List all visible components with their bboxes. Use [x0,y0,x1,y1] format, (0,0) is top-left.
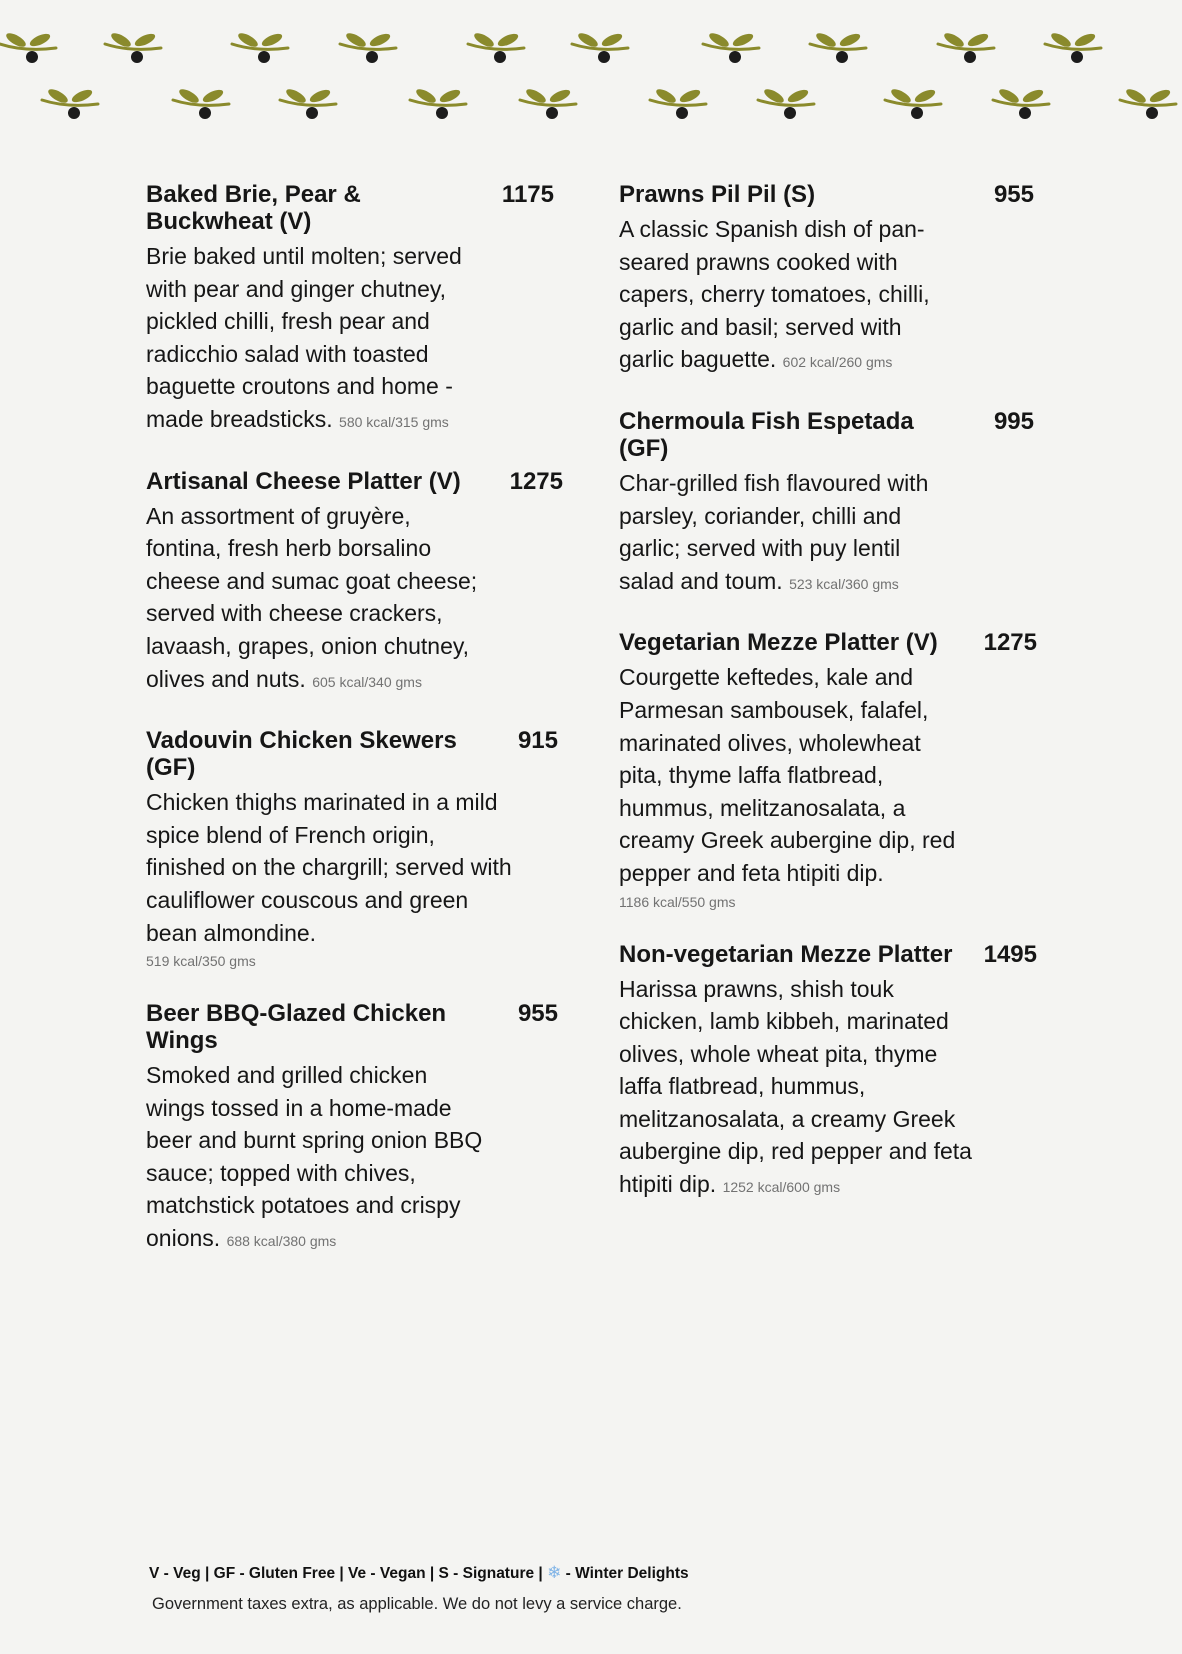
olive-branch-icon [572,31,628,63]
olive-branch-icon [232,31,288,63]
menu-column-left [146,181,566,1287]
olive-branch-icon [42,87,98,119]
olive-branch-icon [340,31,396,63]
dish-description [619,661,964,911]
dish-name: Chermoula Fish Espetada (GF) [619,407,914,462]
dish-description [619,213,959,379]
dish-description-text: Brie baked until molten; served with pear and ginger chutney, pickled chilli, fresh pear and radicchio salad with toasted baguette croutons and home -made breadsticks. [146,243,462,432]
menu-item-header [619,408,1039,462]
dish-name: Non-vegetarian Mezze Platter [619,940,953,968]
dish-description [146,1059,491,1258]
dish-description [619,467,959,600]
dish-calories: 580 kcal/315 gms [339,413,449,430]
dish-calories: 1186 kcal/550 gms [619,893,736,910]
olive-branch-icon [0,31,56,63]
dish-price: 955 [517,1000,558,1028]
menu-item [146,181,566,439]
olive-branch-icon [1120,87,1176,119]
dish-description-text: A classic Spanish dish of pan-seared prawns cooked with capers, cherry tomatoes, chilli, garlic and basil; served with garlic baguette. [619,216,930,373]
dish-price: 995 [993,407,1034,435]
dish-price: 1275 [509,467,563,495]
olive-branch-icon [105,31,161,63]
dietary-legend [149,1561,1049,1586]
dish-price: 1175 [501,181,554,208]
menu-item [146,468,566,699]
legend-winter-text: - Winter Delights [565,1565,689,1582]
dish-calories: 1252 kcal/600 gms [722,1179,841,1196]
menu-item-header [619,629,1039,656]
menu-item-header [146,1000,566,1054]
menu-item [619,941,1039,1204]
olive-branch-icon [520,87,576,119]
olive-branch-icon [810,31,866,63]
dish-description-text: Harissa prawns, shish touk chicken, lamb kibbeh, marinated olives, whole wheat pita, thyme laffa flatbread, hummus, melitzanosalata, a creamy Greek aubergine dip, red pepper and feta htipiti dip. [619,975,972,1198]
menu-footer [149,1561,1049,1616]
menu-item-header [146,468,566,495]
dish-description [146,240,486,439]
olive-branch-icon [885,87,941,119]
dish-calories: 602 kcal/260 gms [782,354,893,371]
dish-calories: 605 kcal/340 gms [312,673,422,690]
dish-description-text: An assortment of gruyère, fontina, fresh herb borsalino cheese and sumac goat cheese; served with cheese crackers, lavaash, grapes, onion chutney, olives and nuts. [146,502,478,692]
dish-description [619,973,974,1204]
menu-item-header [619,941,1039,968]
menu-item [619,408,1039,600]
olive-branch-icon [468,31,524,63]
dish-description [146,500,486,699]
dish-name: Vadouvin Chicken Skewers (GF) [146,727,457,782]
dish-description-text: Char-grilled fish flavoured with parsley, coriander, chilli and garlic; served with puy lentil salad and toum. [619,469,929,594]
olive-branch-icon [993,87,1049,119]
dish-price: 955 [993,181,1034,208]
menu-item [146,727,566,971]
dish-name: Vegetarian Mezze Platter (V) [619,629,938,657]
olive-branch-icon [1045,31,1101,63]
olive-branch-icon [703,31,759,63]
menu-item-header [146,727,566,781]
menu-column-right [619,181,1039,1233]
dish-price: 915 [517,727,558,755]
olive-branch-icon [938,31,994,63]
dish-price: 1275 [983,629,1037,657]
menu-item-header [146,181,566,235]
olive-branch-icon [758,87,814,119]
menu-item [619,181,1039,379]
dish-description-text: Smoked and grilled chicken wings tossed in a home-made beer and burnt spring onion BBQ sauce; topped with chives, matchstick potatoes and crispy onions. [146,1062,483,1252]
dish-description-text: Courgette keftedes, kale and Parmesan sambousek, falafel, marinated olives, wholewheat pita, thyme laffa flatbread, hummus, melitzanosalata, a creamy Greek aubergine dip, red pepper and feta htipiti dip. [619,664,956,886]
olive-branch-icon [280,87,336,119]
olive-branch-icon [410,87,466,119]
menu-item [146,1000,566,1258]
olive-branch-icon [650,87,706,119]
dish-name: Baked Brie, Pear & Buckwheat (V) [146,181,361,235]
olive-branch-band [0,18,1182,128]
dish-calories: 519 kcal/350 gms [146,953,256,970]
dish-description-text: Chicken thighs marinated in a mild spice blend of French origin, finished on the chargrill; served with cauliflower couscous and green bean almondine. [146,789,512,946]
dish-description [146,786,516,971]
dish-name: Beer BBQ-Glazed Chicken Wings [146,1000,447,1055]
dish-calories: 688 kcal/380 gms [226,1233,337,1250]
dish-name: Prawns Pil Pil (S) [619,181,816,208]
legend-text: V - Veg | GF - Gluten Free | Ve - Vegan | S - Signature | [149,1565,543,1582]
menu-item [619,629,1039,911]
dish-calories: 523 kcal/360 gms [789,575,899,592]
tax-note: Government taxes extra, as applicable. We do not levy a service charge. [152,1595,682,1613]
snowflake-icon: ❄ [547,1563,562,1582]
dish-name: Artisanal Cheese Platter (V) [146,467,461,495]
olive-branch-icon [173,87,229,119]
olive-branch-pattern [0,18,1182,128]
dish-price: 1495 [983,940,1037,968]
menu-item-header [619,181,1039,208]
